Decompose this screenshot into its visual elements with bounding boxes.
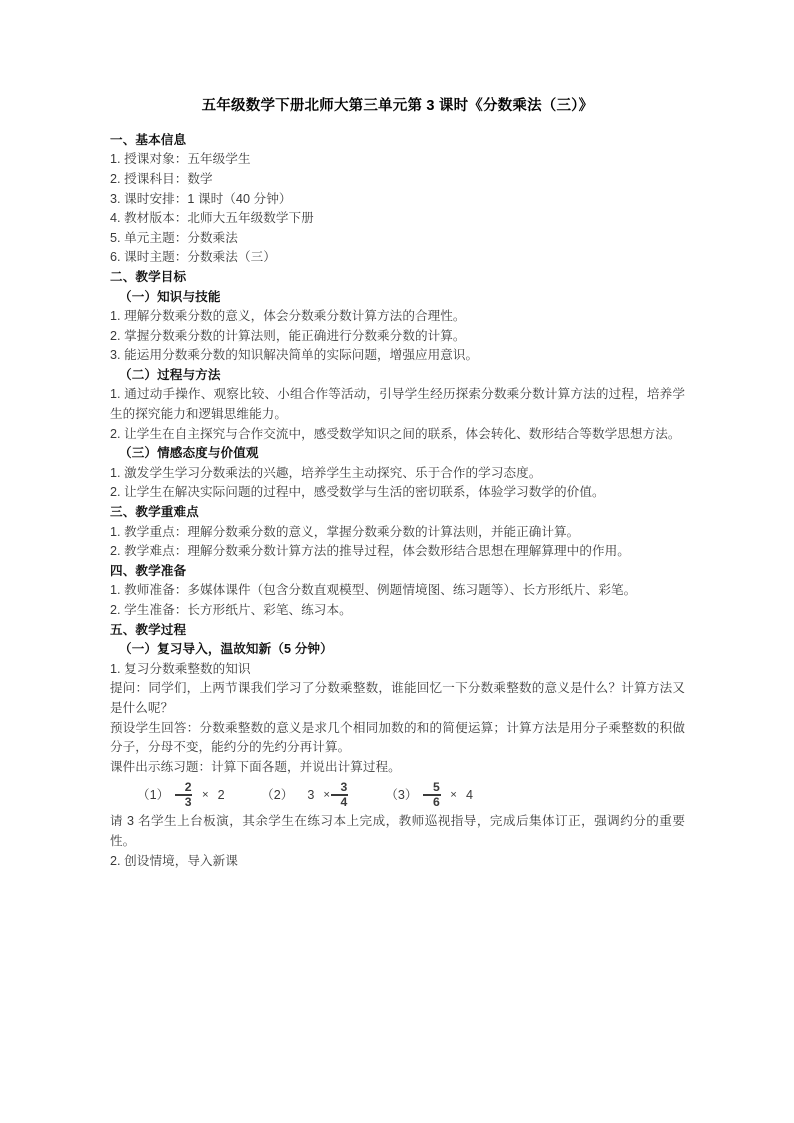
preparation-item-2: 2. 学生准备：长方形纸片、彩笔、练习本。: [110, 603, 352, 617]
preparation-item-1: 1. 教师准备：多媒体课件（包含分数直观模型、例题情境图、练习题等）、长方形纸片、彩笔。: [110, 583, 637, 598]
fraction-1: [175, 781, 193, 809]
page-title: 五年级数学下册北师大第三单元第 3 课时《分数乘法（三）》: [201, 98, 594, 114]
section-heading-preparation: 四、教学准备: [110, 563, 187, 578]
attitude-item-2: 2. 让学生在解决实际问题的过程中，感受数学与生活的密切联系，体验学习数学的价值。: [110, 485, 605, 500]
exercise-1-operator: ×: [201, 788, 209, 801]
process-method-item-1: 1. 通过动手操作、观察比较、小组合作等活动，引导学生经历探索分数乘分数计算方法的过程，培养学生的探究能力和逻辑思维能力。: [110, 387, 685, 422]
key-point-item-1: 1. 教学重点：理解分数乘分数的意义，掌握分数乘分数的计算法则，并能正确计算。: [110, 524, 580, 539]
review-item-1: 1. 复习分数乘整数的知识: [110, 661, 251, 676]
exercise-2-operand: 3: [307, 787, 315, 802]
knowledge-item-2: 2. 掌握分数乘分数的计算法则，能正确进行分数乘分数的计算。: [110, 328, 466, 343]
exercise-label-3: （3）: [385, 787, 418, 802]
exercise-label-1: （1）: [137, 787, 170, 802]
exercise-3-operator: ×: [450, 788, 457, 801]
fraction-2-denominator: 4: [340, 795, 348, 810]
fraction-2: [331, 781, 349, 809]
review-question: 提问：同学们，上两节课我们学习了分数乘整数，谁能回忆一下分数乘整数的意义是什么？计算方法又是什么呢？: [110, 681, 685, 715]
exercise-expression-1: [119, 781, 225, 809]
section-heading-teaching-process: 五、教学过程: [110, 622, 187, 637]
basic-info-item-5: 5. 单元主题：分数乘法: [110, 230, 238, 245]
exercise-formula-row: [110, 777, 685, 812]
basic-info-item-4: 4. 教材版本：北师大五年级数学下册: [110, 211, 314, 226]
fraction-1-denominator: 3: [184, 795, 192, 810]
exercise-expression-2: [243, 781, 349, 809]
exercise-label-2: （2）: [261, 787, 294, 802]
section-heading-objectives: 二、教学目标: [110, 269, 187, 284]
fraction-2-numerator: 3: [340, 779, 348, 794]
review-exercise-prompt: 课件出示练习题：计算下面各题，并说出计算过程。: [110, 759, 401, 774]
attitude-item-1: 1. 激发学生学习分数乘法的兴趣，培养学生主动探究、乐于合作的学习态度。: [110, 465, 542, 480]
basic-info-item-3: 3. 课时安排：1 课时（40 分钟）: [110, 191, 292, 206]
fraction-1-numerator: 2: [184, 779, 192, 794]
subsection-heading-review-introduction: （一）复习导入，温故知新（5 分钟）: [119, 642, 333, 657]
fraction-3-numerator: 5: [433, 779, 440, 794]
key-point-item-2: 2. 教学难点：理解分数乘分数计算方法的推导过程，体会数形结合思想在理解算理中的作用。: [110, 544, 630, 559]
subsection-heading-knowledge-skills: （一）知识与技能: [119, 289, 221, 304]
review-expected-answer: 预设学生回答：分数乘整数的意义是求几个相同加数的和的简便运算；计算方法是用分子乘整数的积做分子，分母不变，能约分的先约分再计算。: [110, 720, 685, 755]
subsection-heading-process-methods: （二）过程与方法: [119, 367, 221, 382]
subsection-heading-attitude-values: （三）情感态度与价值观: [119, 446, 259, 461]
review-item-2: 2. 创设情境，导入新课: [110, 853, 238, 868]
exercise-expression-3: [367, 781, 473, 809]
section-heading-key-points: 三、教学重难点: [110, 505, 199, 520]
section-heading-basic-info: 一、基本信息: [110, 132, 187, 147]
exercise-2-operator: ×: [323, 788, 331, 801]
fraction-3: [423, 781, 441, 809]
process-method-item-2: 2. 让学生在自主探究与合作交流中，感受数学知识之间的联系，体会转化、数形结合等数学思想方法。: [110, 426, 681, 441]
exercise-1-operand: 2: [217, 787, 225, 802]
basic-info-item-1: 1. 授课对象：五年级学生: [110, 152, 251, 167]
exercise-3-operand: 4: [465, 787, 473, 802]
exercise-followup-instruction: 请 3 名学生上台板演，其余学生在练习本上完成，教师巡视指导，完成后集体订正，强调约分的重要性。: [110, 814, 685, 848]
knowledge-item-3: 3. 能运用分数乘分数的知识解决简单的实际问题，增强应用意识。: [110, 348, 479, 363]
knowledge-item-1: 1. 理解分数乘分数的意义，体会分数乘分数计算方法的合理性。: [110, 309, 466, 324]
basic-info-item-2: 2. 授课科目：数学: [110, 171, 213, 186]
fraction-3-denominator: 6: [433, 795, 440, 810]
basic-info-item-6: 6. 课时主题：分数乘法（三）: [110, 250, 276, 265]
